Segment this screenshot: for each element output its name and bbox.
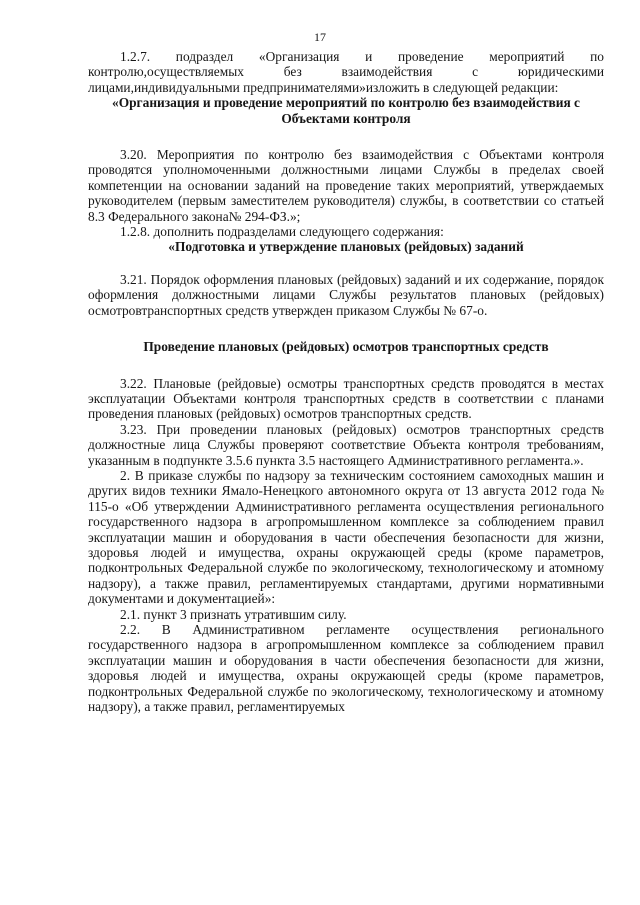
paragraph-3-20: 3.20. Мероприятия по контролю без взаимодействия с Объектами контроля проводятся уполномоченными должностными лицами Службы в пределах своей компетенции на основании заданий на проведение таких мероприятий, утверждаемых руководителем (первым заместителем руководителя) службы, в соответствии со статьей 8.3 Федерального закона№ 294-ФЗ.»; [88,147,604,224]
paragraph-1-2-7: 1.2.7. подраздел «Организация и проведение мероприятий по контролю,осуществляемых без взаимодействия с юридическими лицами,индивидуальными предпринимателями»изложить в следующей редакции: [88,49,604,95]
paragraph-2-2: 2.2. В Административном регламенте осуществления регионального государственного надзора в агропромышленном комплексе за соблюдением правил эксплуатации машин и оборудования в части обеспечения безопасности для жизни, здоровья людей и имущества, охраны окружающей среды (кроме параметров, подконтрольных Федеральной службе по экологическому, технологическому и атомному надзору), а также правил, регламентируемых [88,622,604,715]
paragraph-3-23: 3.23. При проведении плановых (рейдовых) осмотров транспортных средств должностные лица Службы проверяют соответствие Объекта контроля требованиям, указанным в подпункте 3.5.6 пункта 3.5 настоящего Административного регламента.». [88,421,604,468]
page-number: 17 [314,30,326,44]
heading-control-without-interaction: «Организация и проведение мероприятий по контролю без взаимодействия с Объектами контроля [112,95,580,126]
paragraph-2-1: 2.1. пункт 3 признать утратившим силу. [120,606,347,622]
paragraph-2: 2. В приказе службы по надзору за техническим состоянием самоходных машин и других видов техники Ямало-Ненецкого автономного округа от 13 августа 2012 года № 115-о «Об утверждении Административного регламента осуществления регионального государственного надзора в агропромышленном комплексе за соблюдением правил эксплуатации машин и оборудования в части обеспечения безопасности для жизни, здоровья людей и имущества, охраны окружающей среды (кроме параметров, подконтрольных Федеральной службе по экологическому, технологическому и атомному надзору), а также правил, регламентируемых стандартами, другими нормативными документами и документацией»: [88,467,604,607]
paragraph-3-21: 3.21. Порядок оформления плановых (рейдовых) заданий и их содержание, порядок оформления должностными лицами Службы результатов плановых (рейдовых) осмотровтранспортных средств утвержден приказом Службы № 67-о. [88,271,604,318]
document-body [88,49,604,714]
paragraph-3-22: 3.22. Плановые (рейдовые) осмотры транспортных средств проводятся в местах эксплуатации Объектами контроля транспортных средств в соответствии с планами проведения плановых (рейдовых) осмотров транспортных средств. [88,375,604,422]
heading-preparation-of-tasks: «Подготовка и утверждение плановых (рейдовых) заданий [168,239,524,255]
heading-planned-inspections: Проведение плановых (рейдовых) осмотров транспортных средств [143,339,549,355]
paragraph-1-2-8: 1.2.8. дополнить подразделами следующего содержания: [120,224,444,240]
